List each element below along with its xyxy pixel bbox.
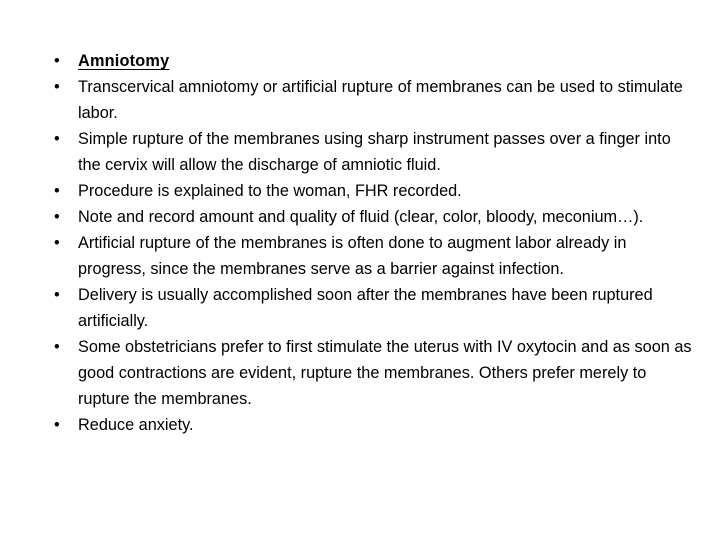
bullet-item — [54, 74, 694, 126]
bullet-item — [54, 412, 694, 438]
bullet-text: Artificial rupture of the membranes is often done to augment labor already in progress, since the membranes serve as a barrier against infection. — [78, 234, 627, 278]
bullet-item-amniotomy-heading — [54, 48, 694, 74]
bullet-text: Note and record amount and quality of fluid (clear, color, bloody, meconium…). — [78, 208, 644, 226]
bullet-dot-icon: • — [54, 208, 60, 226]
bullet-item — [54, 178, 694, 204]
heading-amniotomy: Amniotomy — [78, 52, 170, 70]
bullet-text: Some obstetricians prefer to first stimulate the uterus with IV oxytocin and as soon as good contractions are evident, rupture the membranes. Others prefer merely to rupture the membranes. — [78, 338, 692, 408]
bullet-dot-icon: • — [54, 286, 60, 304]
bullet-item — [54, 126, 694, 178]
bullet-dot-icon: • — [54, 78, 60, 96]
bullet-text: Transcervical amniotomy or artificial rupture of membranes can be used to stimulate labor. — [78, 78, 683, 122]
bullet-list — [54, 48, 694, 438]
bullet-item — [54, 334, 694, 412]
bullet-dot-icon: • — [54, 338, 60, 356]
bullet-dot-icon: • — [54, 52, 60, 70]
bullet-text: Procedure is explained to the woman, FHR recorded. — [78, 182, 462, 200]
bullet-text: Reduce anxiety. — [78, 416, 194, 434]
bullet-item — [54, 204, 694, 230]
bullet-text: Delivery is usually accomplished soon after the membranes have been ruptured artificially. — [78, 286, 653, 330]
bullet-dot-icon: • — [54, 416, 60, 434]
bullet-text: Simple rupture of the membranes using sharp instrument passes over a finger into the cervix will allow the discharge of amniotic fluid. — [78, 130, 671, 174]
bullet-item — [54, 282, 694, 334]
bullet-item — [54, 230, 694, 282]
bullet-dot-icon: • — [54, 182, 60, 200]
bullet-dot-icon: • — [54, 130, 60, 148]
bullet-dot-icon: • — [54, 234, 60, 252]
